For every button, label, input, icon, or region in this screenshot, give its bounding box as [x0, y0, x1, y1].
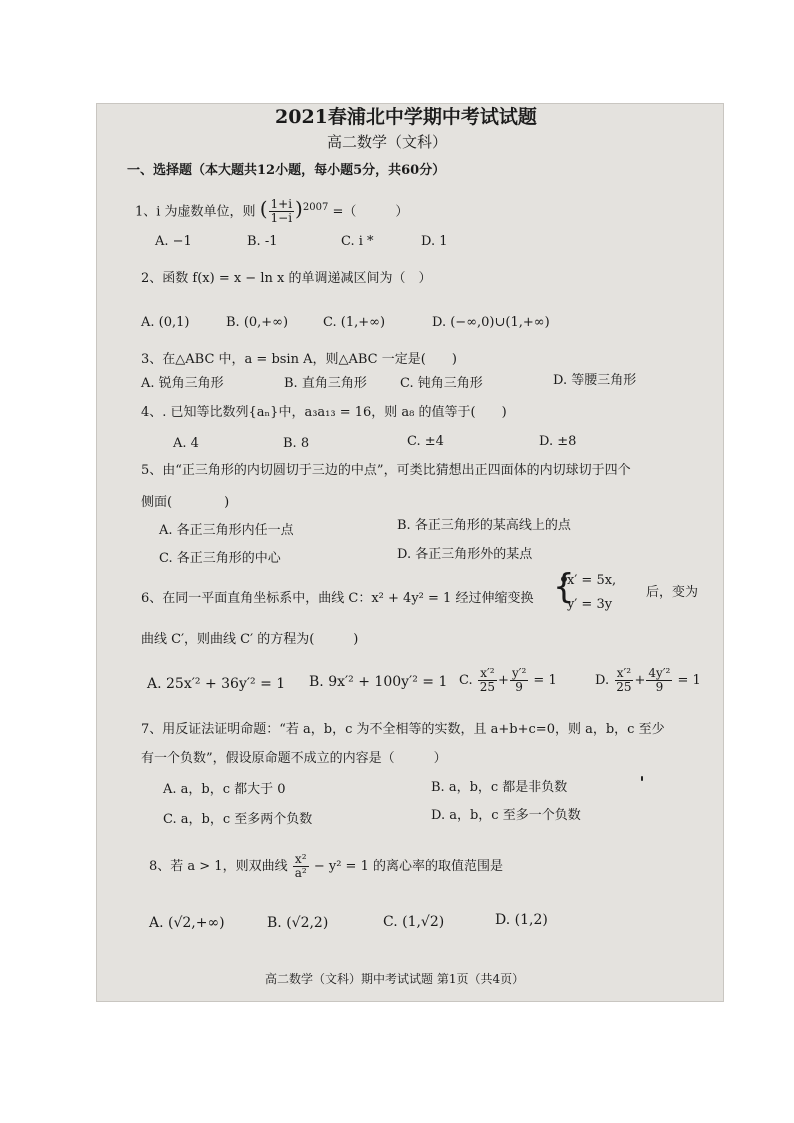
- transform-x: x′ = 5x,: [567, 573, 617, 588]
- q8-option-d: D. (1,2): [495, 912, 548, 928]
- transform-y: y′ = 3y: [567, 597, 613, 612]
- question-7-line-2: 有一个负数”，假设原命题不成立的内容是（ ）: [141, 751, 447, 766]
- q5-option-a: A. 各正三角形内任一点: [159, 523, 294, 538]
- question-4-stem: 4、. 已知等比数列{aₙ}中，a₃a₁₃ = 16，则 a₈ 的值等于( ): [141, 405, 507, 420]
- q4-option-d: D. ±8: [539, 434, 577, 449]
- question-6-line-1: 6、在同一平面直角坐标系中，曲线 C：x² + 4y² = 1 经过伸缩变换: [141, 591, 534, 606]
- question-6-line-2: 曲线 C′，则曲线 C′ 的方程为( ): [141, 632, 359, 647]
- system-brace: {: [553, 567, 575, 607]
- q4-option-b: B. 8: [283, 436, 310, 451]
- question-3-stem: 3、在△ABC 中，a = bsin A，则△ABC 一定是( ): [141, 352, 457, 367]
- q3-option-b: B. 直角三角形: [284, 376, 367, 391]
- q4-option-a: A. 4: [173, 436, 199, 451]
- q7-option-d: D. a，b，c 至多一个负数: [431, 808, 581, 823]
- q1-option-d: D. 1: [421, 234, 448, 249]
- q1-option-a: A. −1: [155, 234, 192, 249]
- q8-option-a: A. (√2,+∞): [149, 915, 225, 931]
- q4-option-c: C. ±4: [407, 434, 444, 449]
- q6-option-a: A. 25x′² + 36y′² = 1: [147, 676, 286, 692]
- q6-option-c: C. $\frac{\text{x′²}}{25}$ + $\frac{\text{y′²}}{9}$ = 1: [459, 666, 557, 694]
- q5-option-b: B. 各正三角形的某高线上的点: [397, 518, 571, 533]
- question-5-line-1: 5、由“正三角形的内切圆切于三边的中点”，可类比猜想出正四面体的内切球切于四个: [141, 463, 631, 478]
- q5-option-d: D. 各正三角形外的某点: [397, 547, 533, 562]
- ink-mark: [641, 776, 643, 781]
- q2-option-a: A. (0,1): [141, 315, 190, 330]
- q8-option-b: B. (√2,2): [267, 915, 329, 931]
- page-footer: 高二数学（文科）期中考试试题 第1页（共4页）: [265, 972, 525, 986]
- question-7-line-1: 7、用反证法证明命题：“若 a，b，c 为不全相等的实数，且 a+b+c=0，则 a，b，c 至少: [141, 722, 665, 737]
- q5-option-c: C. 各正三角形的中心: [159, 551, 281, 566]
- question-1-stem: 1、i 为虚数单位，则 ( $\frac{1+i}{1-i}$ )$^{2007}$ =（ ）: [135, 196, 409, 226]
- q6-option-d: D. $\frac{\text{x′²}}{25}$ + $\frac{\text{4y′²}}{9}$ = 1: [595, 666, 701, 694]
- exam-subtitle: 高二数学（文科）: [327, 133, 448, 151]
- q1-option-c: C. i *: [341, 234, 374, 249]
- exam-title: 2021春浦北中学期中考试试题: [275, 106, 537, 128]
- question-8-stem: 8、若 a > 1，则双曲线 $\frac{\text{x²}}{\text{a²}}$ − y² = 1 的离心率的取值范围是: [149, 852, 503, 880]
- q7-option-b: B. a，b，c 都是非负数: [431, 780, 568, 795]
- q2-option-d: D. (−∞,0)∪(1,+∞): [432, 315, 550, 330]
- question-2-stem: 2、函数 f(x) = x − ln x 的单调递减区间为（ ）: [141, 271, 432, 286]
- q7-option-a: A. a，b，c 都大于 0: [163, 782, 286, 797]
- q3-option-c: C. 钝角三角形: [400, 376, 483, 391]
- q1-fraction: $\frac{1+i}{1-i}$: [270, 197, 293, 226]
- q1-option-b: B. -1: [247, 234, 278, 249]
- question-6-after: 后，变为: [646, 585, 699, 600]
- q8-option-c: C. (1,√2): [383, 914, 445, 930]
- q3-option-a: A. 锐角三角形: [141, 376, 224, 391]
- q2-option-c: C. (1,+∞): [323, 315, 386, 330]
- exam-paper: [96, 103, 724, 1002]
- q6-option-b: B. 9x′² + 100y′² = 1: [309, 674, 448, 690]
- q2-option-b: B. (0,+∞): [226, 315, 289, 330]
- q3-option-d: D. 等腰三角形: [553, 373, 637, 388]
- question-5-line-2: 侧面( ): [141, 495, 230, 510]
- q7-option-c: C. a，b，c 至多两个负数: [163, 812, 313, 827]
- section-heading: 一、选择题（本大题共12小题，每小题5分，共60分）: [127, 163, 446, 178]
